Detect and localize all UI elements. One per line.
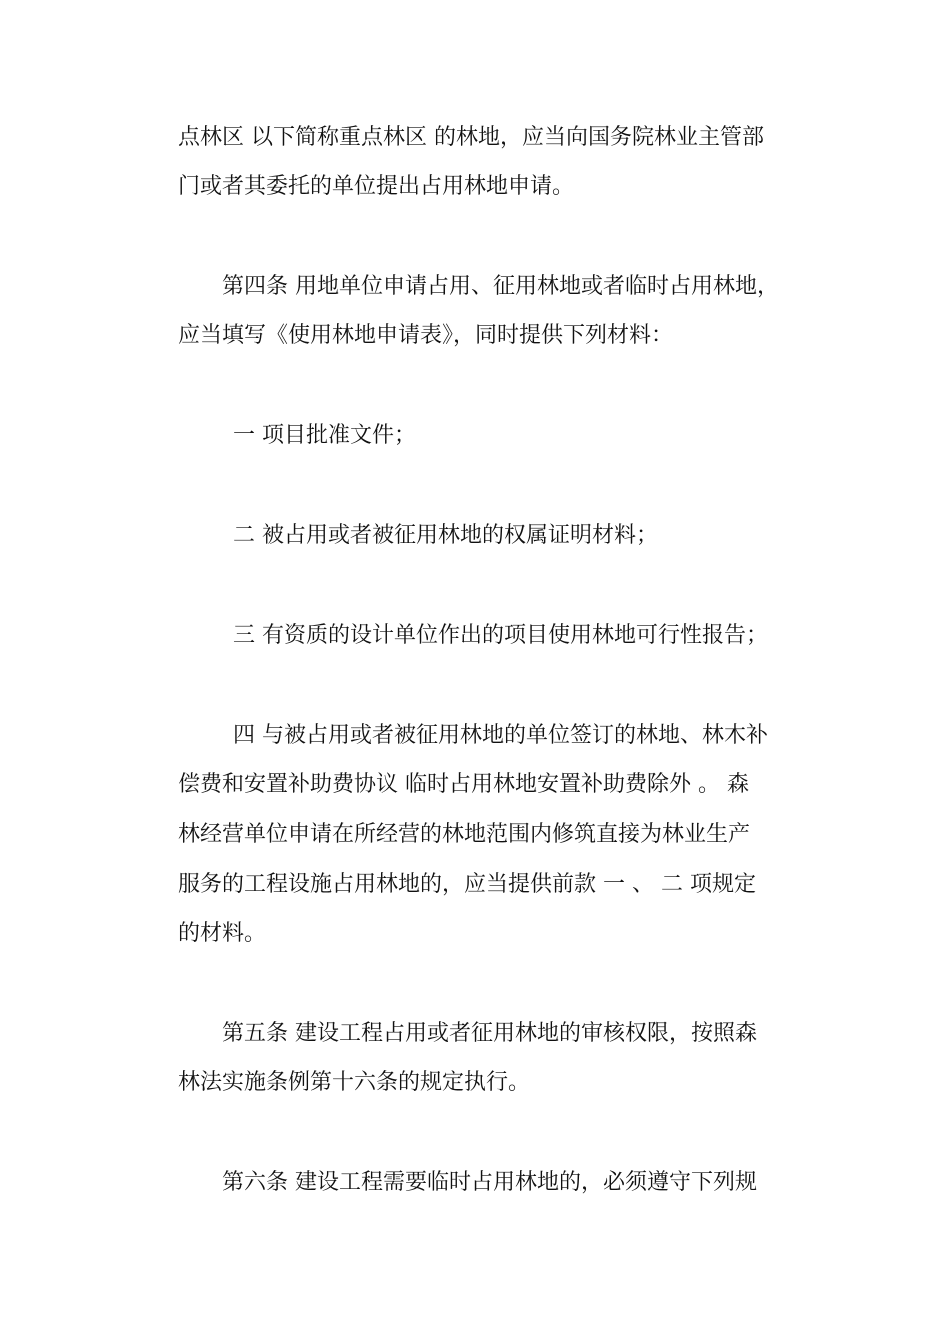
list-item-three: 三 有资质的设计单位作出的项目使用林地可行性报告； xyxy=(233,623,768,648)
text-line: 林经营单位申请在所经营的林地范围内修筑直接为林业生产 xyxy=(178,822,751,847)
text-line: 林法实施条例第十六条的规定执行。 xyxy=(178,1070,531,1095)
text-line: 门或者其委托的单位提出占用林地申请。 xyxy=(178,174,575,199)
text-line: 点林区 以下简称重点林区 的林地，应当向国务院林业主管部 xyxy=(178,125,764,150)
text-line: 服务的工程设施占用林地的，应当提供前款 一 、 二 项规定 xyxy=(178,872,756,897)
text-line: 应当填写《使用林地申请表》，同时提供下列材料： xyxy=(178,323,674,348)
list-item-four: 四 与被占用或者被征用林地的单位签订的林地、林木补 xyxy=(233,723,768,748)
article-five-heading-line: 第五条 建设工程占用或者征用林地的审核权限，按照森 xyxy=(222,1021,757,1046)
list-item-one: 一 项目批准文件； xyxy=(233,423,416,448)
text-line: 偿费和安置补助费协议 临时占用林地安置补助费除外 。 森 xyxy=(178,772,749,797)
article-four-heading-line: 第四条 用地单位申请占用、征用林地或者临时占用林地， xyxy=(222,274,779,299)
article-six-heading-line: 第六条 建设工程需要临时占用林地的，必须遵守下列规 xyxy=(222,1170,757,1195)
list-item-two: 二 被占用或者被征用林地的权属证明材料； xyxy=(233,523,658,548)
text-line: 的材料。 xyxy=(178,921,267,946)
